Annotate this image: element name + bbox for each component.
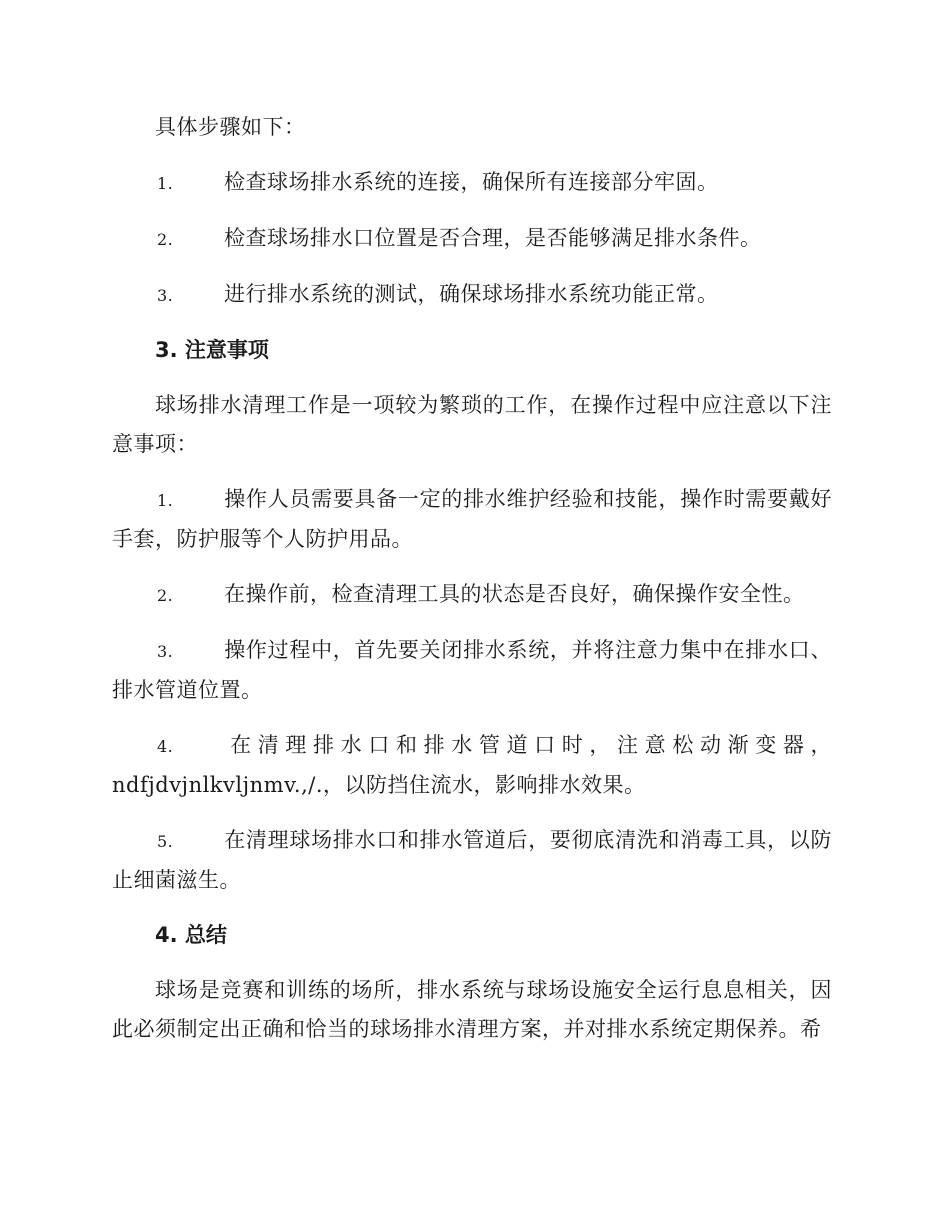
list-item-number: 2.	[157, 586, 174, 605]
steps-intro: 具体步骤如下：	[155, 115, 306, 139]
list-item	[112, 575, 832, 615]
list-item-text: 检查球场排水系统的连接，确保所有连接部分牢固。	[224, 170, 719, 194]
section-heading-precautions: 3. 注意事项	[155, 338, 269, 362]
list-item	[112, 631, 832, 710]
section-heading-summary: 4. 总结	[155, 923, 227, 947]
list-item	[112, 821, 832, 900]
list-item-text: 进行排水系统的测试，确保球场排水系统功能正常。	[224, 282, 719, 306]
list-item-text: 操作人员需要具备一定的排水维护经验和技能，操作时需要戴好手套，防护服等个人防护用品。	[112, 487, 832, 551]
list-item-text: 检查球场排水口位置是否合理，是否能够满足排水条件。	[224, 226, 762, 250]
list-item	[112, 275, 832, 315]
document-body	[112, 108, 832, 1065]
summary-paragraph: 球场是竞赛和训练的场所，排水系统与球场设施安全运行息息相关，因此必须制定出正确和恰当的球场排水清理方案，并对排水系统定期保养。希	[112, 978, 832, 1041]
list-item	[112, 480, 832, 559]
list-item-number: 3.	[157, 286, 174, 305]
list-item-text: 在操作前，检查清理工具的状态是否良好，确保操作安全性。	[224, 582, 805, 606]
list-item-text: 在清理球场排水口和排水管道后，要彻底清洗和消毒工具，以防止细菌滋生。	[112, 828, 832, 892]
list-item-number: 5.	[157, 832, 174, 851]
list-item-number: 2.	[157, 230, 174, 249]
list-item	[112, 219, 832, 259]
list-item	[112, 726, 832, 805]
list-item-number: 1.	[157, 174, 174, 193]
list-item-number: 1.	[157, 491, 174, 510]
list-item-text: 在清理排水口和排水管道口时，注意松动渐变器，ndfjdvjnlkvljnmv.,/.，以防挡住流水，影响排水效果。	[112, 733, 832, 797]
list-item-number: 3.	[157, 642, 174, 661]
list-item-number: 4.	[157, 737, 174, 756]
list-item-text: 操作过程中，首先要关闭排水系统，并将注意力集中在排水口、排水管道位置。	[112, 638, 832, 702]
list-item	[112, 163, 832, 203]
precautions-intro: 球场排水清理工作是一项较为繁琐的工作，在操作过程中应注意以下注意事项：	[112, 393, 832, 456]
